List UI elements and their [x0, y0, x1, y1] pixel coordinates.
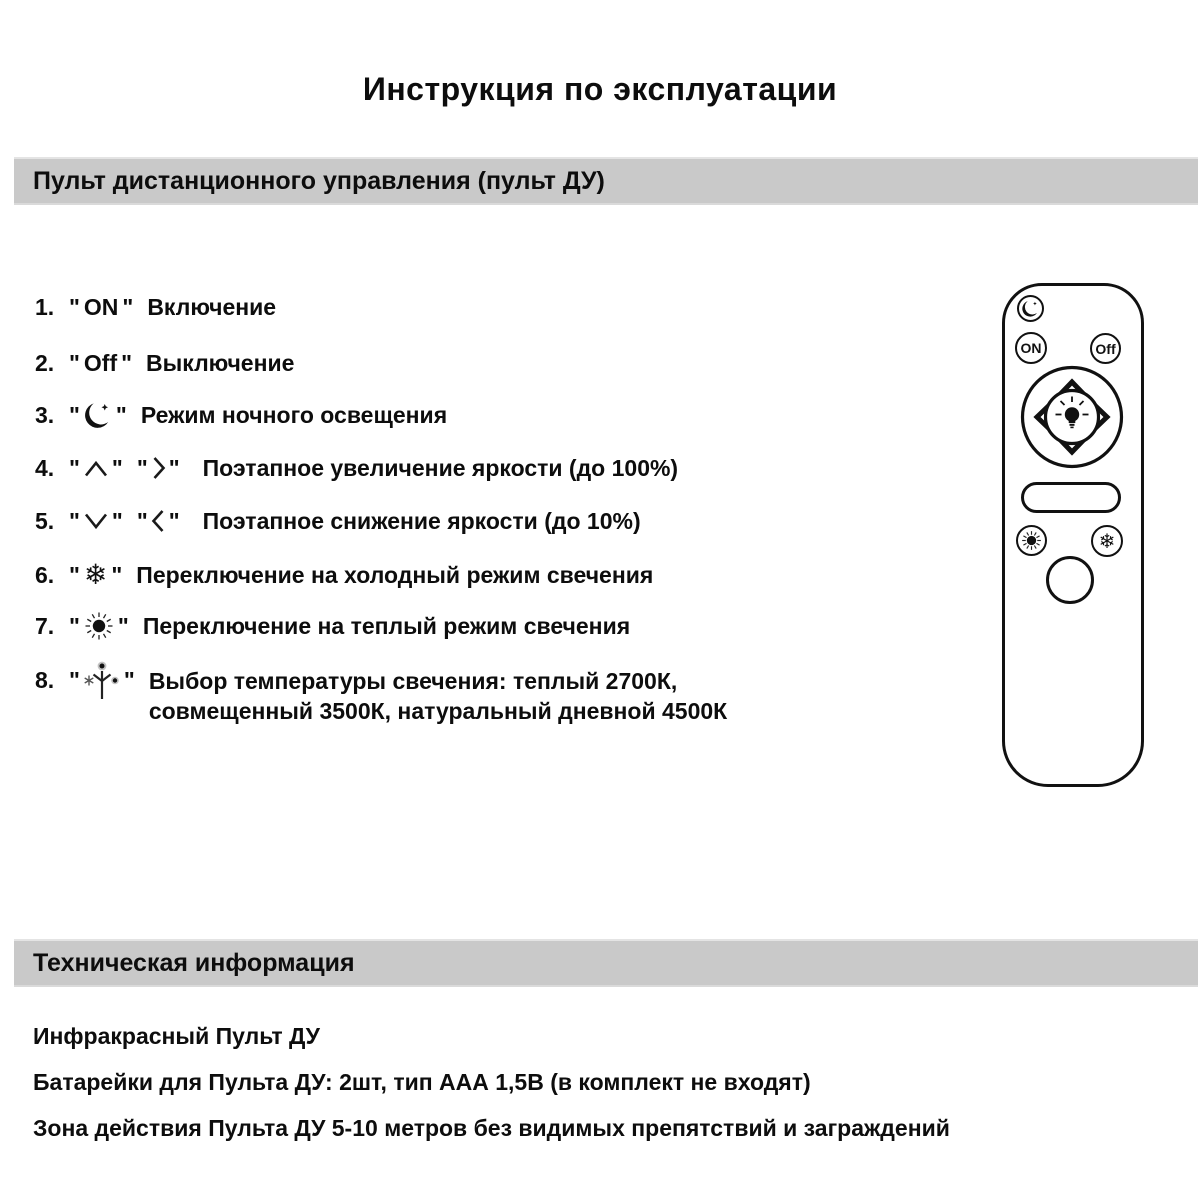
- list-item-on: [35, 293, 276, 321]
- remote-illustration: [1002, 283, 1144, 787]
- item-number: 7.: [35, 613, 55, 639]
- remote-cold-mode-button: [1091, 525, 1123, 557]
- item-number: 5.: [35, 508, 55, 534]
- sun-icon: [1020, 529, 1043, 552]
- quote-mark: ": [136, 508, 148, 534]
- moon-icon: [83, 400, 113, 430]
- chevron-right-icon: [151, 455, 166, 481]
- quote-mark: ": [121, 350, 133, 376]
- list-item-night-mode: [35, 401, 447, 429]
- list-item-brightness-up: [35, 454, 678, 482]
- quote-mark: ": [69, 613, 80, 639]
- item-number: 1.: [35, 294, 55, 320]
- item-text: Переключение на теплый режим свечения: [142, 613, 631, 639]
- moon-icon: [1021, 299, 1040, 318]
- remote-off-label: Off: [1095, 340, 1116, 357]
- list-item-warm-mode: [35, 612, 630, 640]
- item-text: Переключение на холодный режим свечения: [136, 562, 654, 588]
- remote-on-label: ON: [1020, 340, 1042, 356]
- quote-mark: ": [115, 402, 127, 428]
- item-number: 3.: [35, 402, 55, 428]
- tech-info-line: Батарейки для Пульта ДУ: 2шт, тип ААА 1,5В (в комплект не входят): [33, 1069, 811, 1095]
- quote-mark: ": [123, 667, 135, 693]
- snowflake-icon: ❄: [1098, 528, 1116, 553]
- section-header-tech: [14, 939, 1198, 987]
- remote-extra-button: [1046, 556, 1094, 604]
- quote-mark: ": [111, 562, 123, 588]
- quote-mark: ": [69, 294, 80, 320]
- quote-mark: ": [69, 402, 80, 428]
- section-header-tech-label: Техническая информация: [33, 948, 355, 977]
- item-number: 8.: [35, 667, 55, 693]
- quote-mark: ": [69, 562, 80, 588]
- remote-off-button: [1090, 333, 1121, 364]
- section-header-remote: [14, 157, 1198, 205]
- item-text: Выбор температуры свечения: теплый 2700К, совмещенный 3500К, натуральный дневной 4500К: [148, 668, 728, 724]
- snowflake-icon: ❄: [83, 558, 108, 591]
- sun-icon: [83, 610, 115, 642]
- remote-dpad-brightness-control: [1020, 365, 1124, 469]
- item-text: Включение: [147, 294, 277, 320]
- quote-mark: ": [69, 667, 80, 693]
- list-item-cold-mode: [35, 558, 654, 591]
- quote-mark: ": [69, 350, 80, 376]
- item-text: Выключение: [146, 350, 295, 376]
- list-item-off: [35, 349, 294, 377]
- section-header-remote-label: Пульт дистанционного управления (пульт ДУ): [33, 166, 605, 195]
- item-text: Поэтапное снижение яркости (до 10%): [202, 508, 641, 534]
- chevron-left-icon: [151, 508, 166, 534]
- tech-info-line: Инфракрасный Пульт ДУ: [33, 1023, 320, 1049]
- remote-warm-mode-button: [1016, 525, 1047, 556]
- list-item-color-temp: [35, 666, 839, 726]
- color-temp-icon: [83, 659, 121, 701]
- chevron-down-icon: [83, 513, 109, 530]
- chevron-up-icon: [83, 460, 109, 477]
- off-symbol: Off: [83, 350, 118, 376]
- remote-night-mode-button: [1017, 295, 1044, 322]
- quote-mark: ": [122, 294, 134, 320]
- quote-mark: ": [69, 455, 80, 481]
- quote-mark: ": [136, 455, 148, 481]
- quote-mark: ": [111, 455, 123, 481]
- remote-pill-button: [1021, 482, 1121, 513]
- quote-mark: ": [117, 613, 129, 639]
- tech-info-line: Зона действия Пульта ДУ 5-10 метров без видимых препятствий и заграждений: [33, 1115, 950, 1141]
- item-text: Поэтапное увеличение яркости (до 100%): [202, 455, 679, 481]
- quote-mark: ": [168, 455, 180, 481]
- item-text: Режим ночного освещения: [140, 402, 448, 428]
- page-title: Инструкция по эксплуатации: [362, 71, 838, 107]
- on-symbol: ON: [83, 294, 119, 320]
- quote-mark: ": [168, 508, 180, 534]
- list-item-brightness-down: [35, 507, 641, 535]
- item-number: 2.: [35, 350, 55, 376]
- item-number: 6.: [35, 562, 55, 588]
- quote-mark: ": [111, 508, 123, 534]
- quote-mark: ": [69, 508, 80, 534]
- item-number: 4.: [35, 455, 55, 481]
- remote-on-button: [1015, 332, 1047, 364]
